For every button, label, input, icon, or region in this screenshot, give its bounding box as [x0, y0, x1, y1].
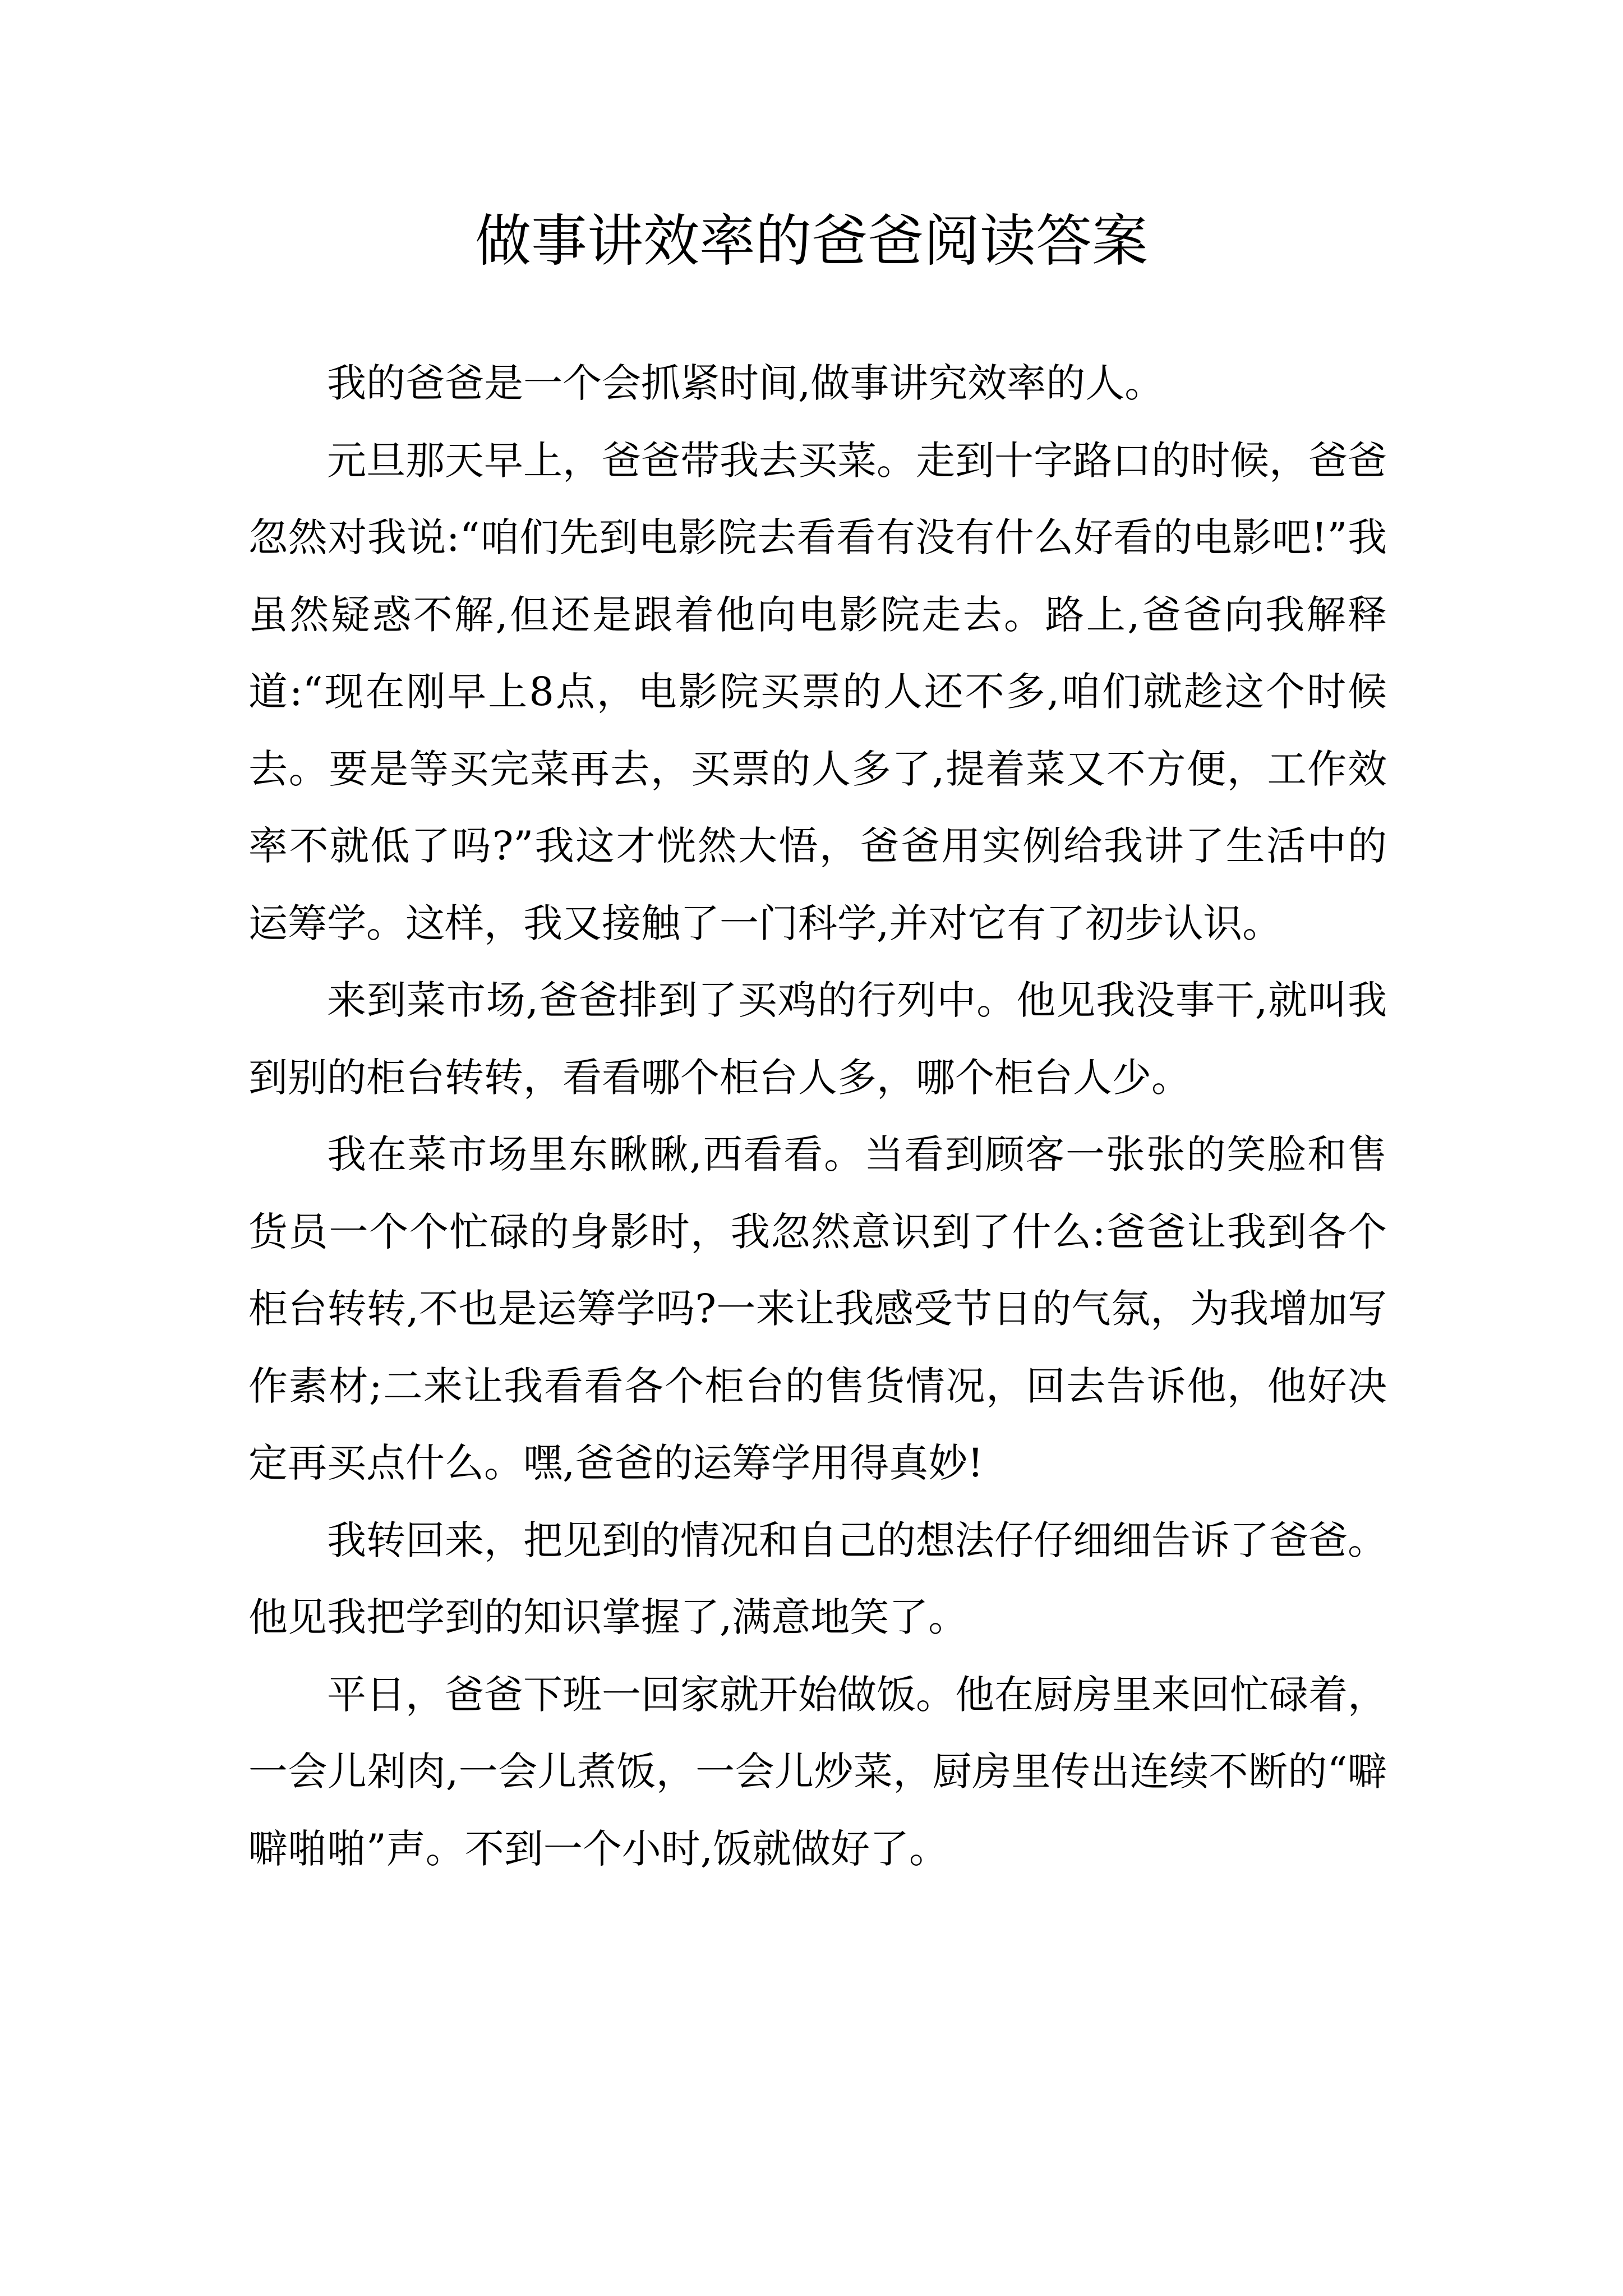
document-body: [248, 345, 1387, 1888]
document-title: 做事讲效率的爸爸阅读答案: [475, 208, 1148, 274]
paragraph-5: 我转回来，把见到的情况和自己的想法仔仔细细告诉了爸爸。他见我把学到的知识掌握了,满意地笑了。: [248, 1517, 1387, 1640]
paragraph-6: 平日，爸爸下班一回家就开始做饭。他在厨房里来回忙碌着，一会儿剁肉,一会儿煮饭，一会儿炒菜，厨房里传出连续不断的“噼噼啪啪”声。不到一个小时,饭就做好了。: [248, 1671, 1387, 1872]
paragraph-3: 来到菜市场,爸爸排到了买鸡的行列中。他见我没事干,就叫我到别的柜台转转，看看哪个柜台人多，哪个柜台人少。: [248, 977, 1387, 1101]
paragraph-2: 元旦那天早上，爸爸带我去买菜。走到十字路口的时候，爸爸忽然对我说:“咱们先到电影院去看看有没有什么好看的电影吧!”我虽然疑惑不解,但还是跟着他向电影院走去。路上,爸爸向我解释道:“现在刚早上8点，电影院买票的人还不多,咱们就趁这个时候去。要是等买完菜再去，买票的人多了,提着菜又不方便，工作效率不就低了吗?”我这才恍然大悟，爸爸用实例给我讲了生活中的运筹学。这样，我又接触了一门科学,并对它有了初步认识。: [248, 437, 1387, 946]
paragraph-1: 我的爸爸是一个会抓紧时间,做事讲究效率的人。: [327, 360, 1164, 406]
paragraph-4: 我在菜市场里东瞅瞅,西看看。当看到顾客一张张的笑脸和售货员一个个忙碌的身影时，我忽然意识到了什么:爸爸让我到各个柜台转转,不也是运筹学吗?一来让我感受节日的气氛，为我增加写作素材;二来让我看看各个柜台的售货情况，回去告诉他，他好决定再买点什么。嘿,爸爸的运筹学用得真妙!: [248, 1131, 1387, 1486]
